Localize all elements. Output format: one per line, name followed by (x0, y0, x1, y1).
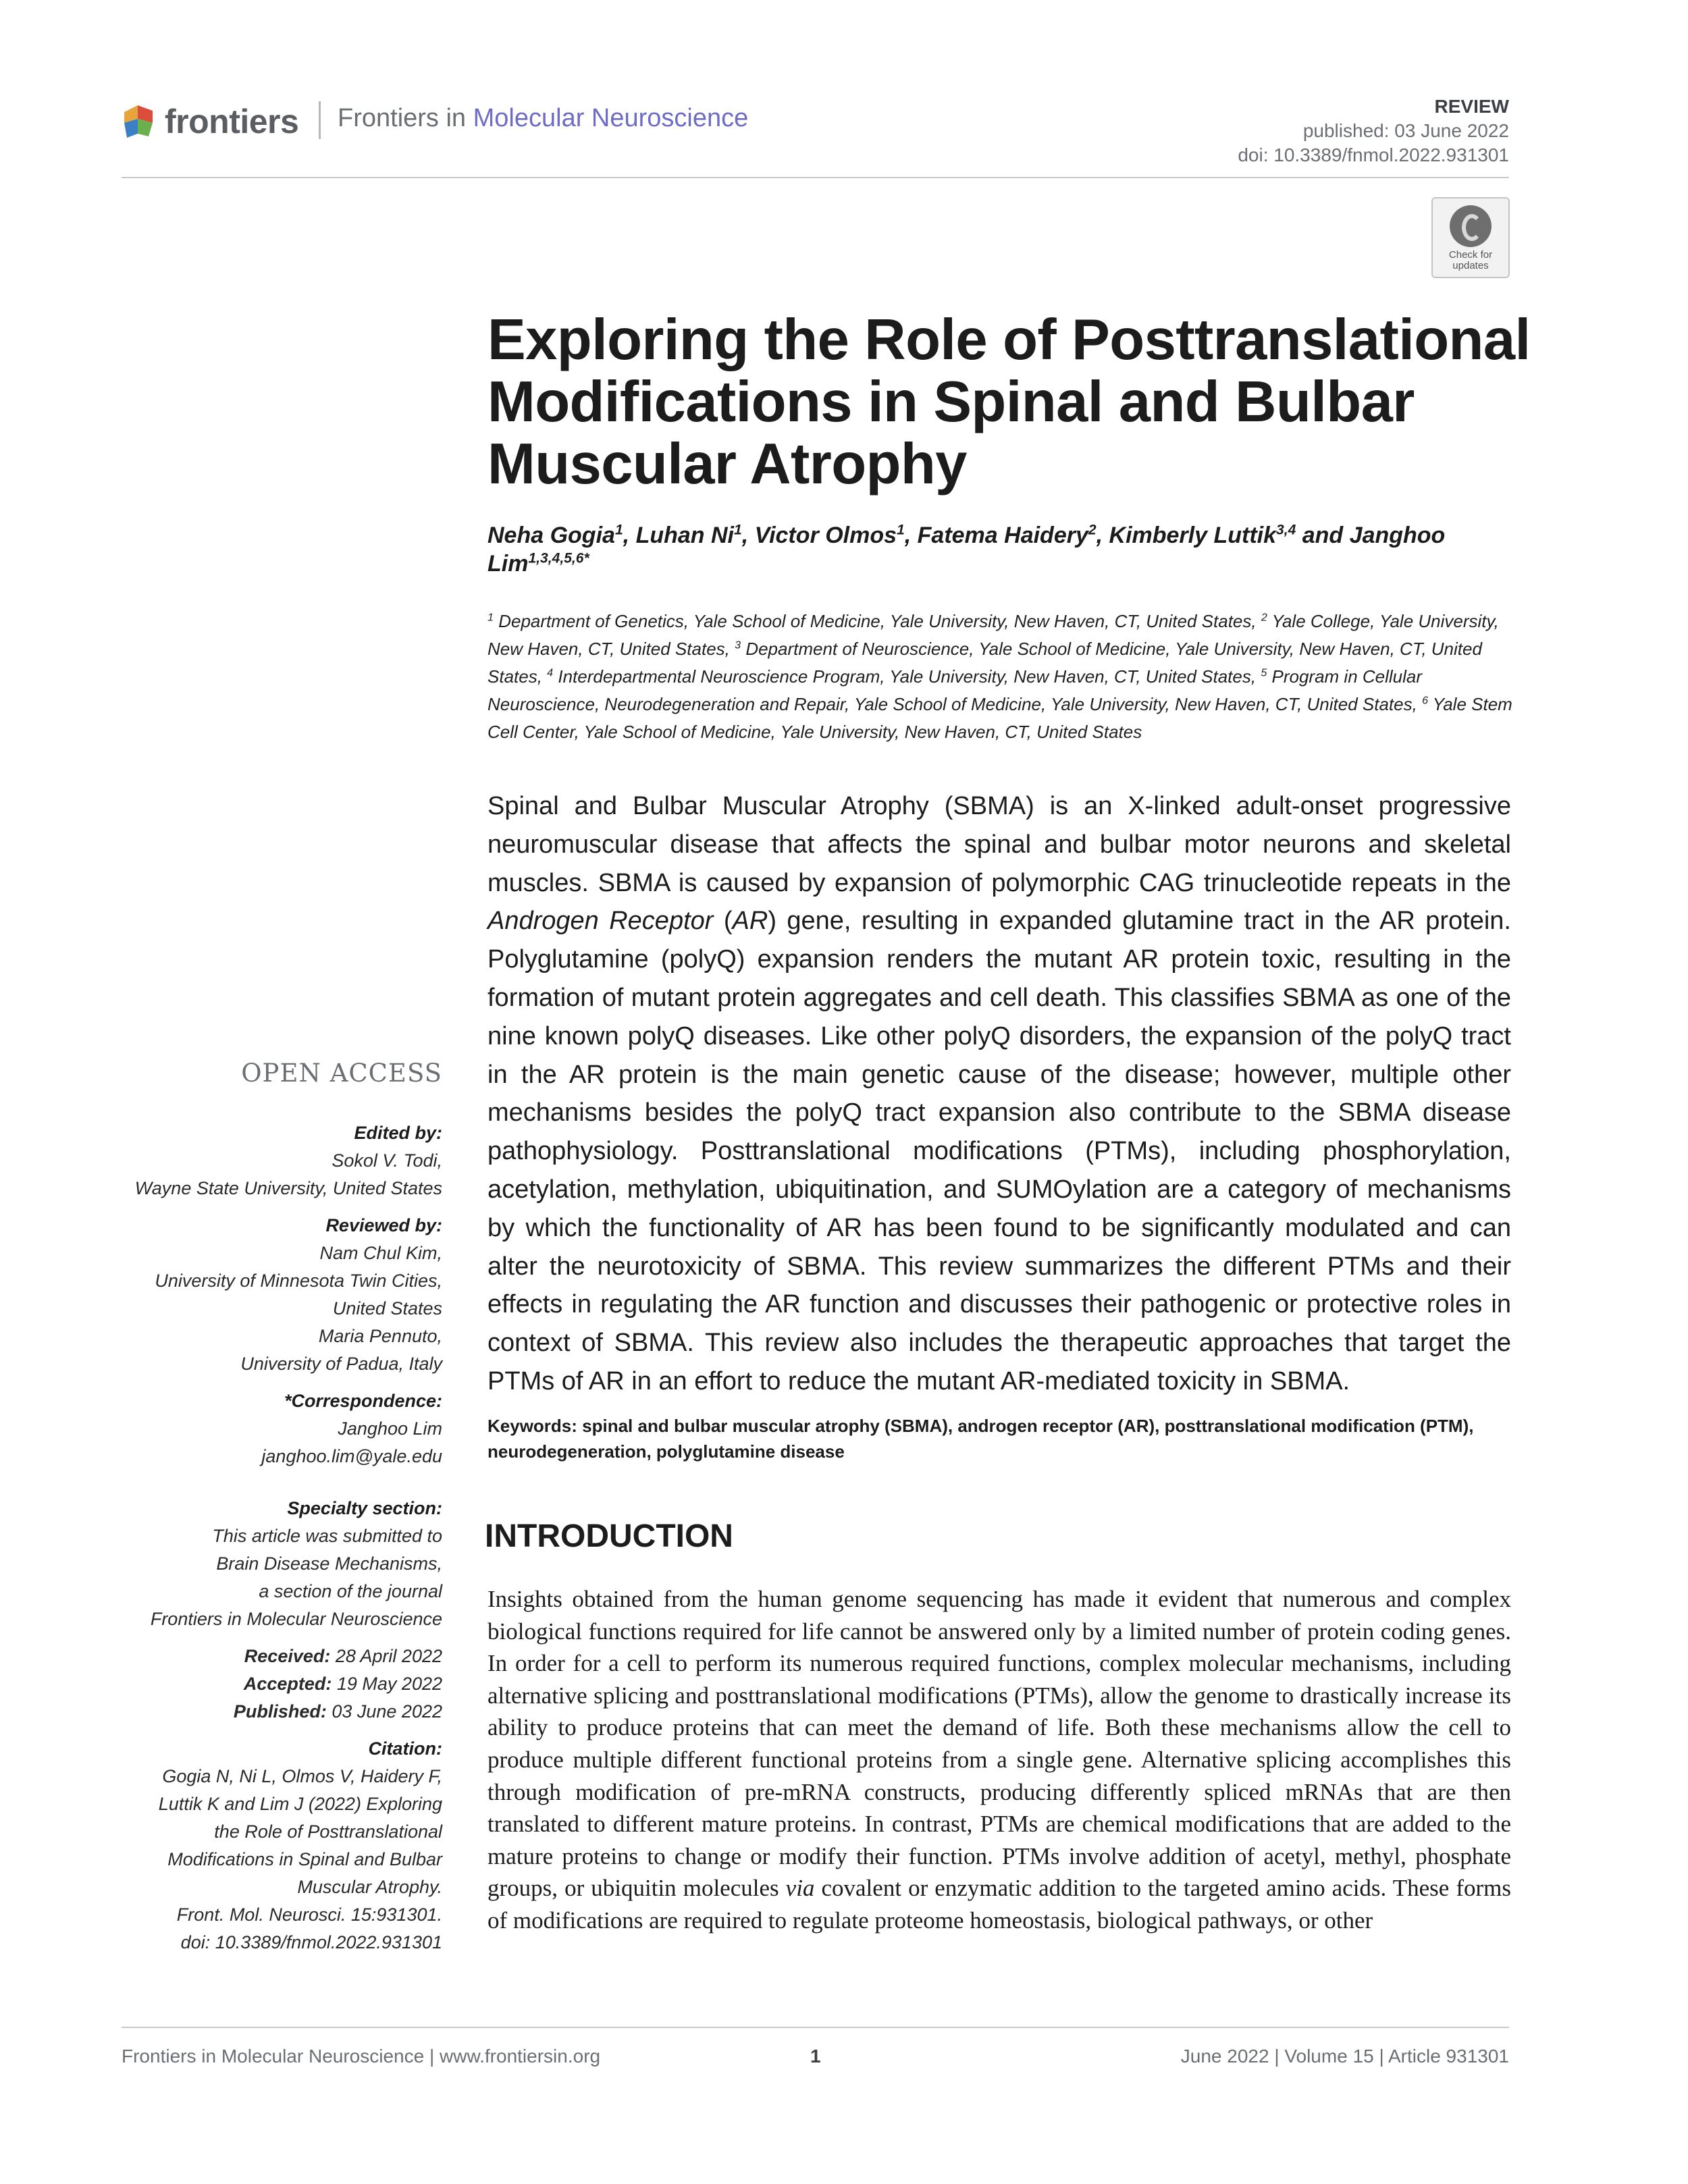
check-for-updates-button[interactable] (1431, 197, 1510, 278)
keywords (487, 1413, 1511, 1464)
author-affiliation-number: 1 (614, 522, 623, 538)
affiliation-text: Interdepartmental Neuroscience Program, Yale University, New Haven, CT, United States, (558, 666, 1261, 687)
editor-line: Wayne State University, United States (134, 1178, 442, 1198)
published-label: Published: (233, 1701, 327, 1722)
header-divider (319, 101, 321, 139)
check-updates-label: Check for updates (1448, 249, 1493, 271)
affiliation-text: Department of Neuroscience, Yale School of Medicine, Yale University, New Haven, CT, United States, (487, 639, 1482, 687)
footer-journal-link[interactable]: Frontiers in Molecular Neuroscience | www.frontiersin.org (122, 2046, 601, 2067)
author-affiliation-number: 2 (1088, 522, 1097, 538)
keywords-text: spinal and bulbar muscular atrophy (SBMA), androgen receptor (AR), posttranslational modification (PTM), neurodegeneration, polyglutamine disease (487, 1416, 1474, 1462)
section-heading: INTRODUCTION (485, 1518, 733, 1554)
footer-rule (122, 2027, 1509, 2028)
author-separator: , (741, 523, 755, 548)
article-title: Exploring the Role of Posttranslational Modifications in Spinal and Bulbar Muscular Atrophy (487, 308, 1531, 496)
citation-line: the Role of Posttranslational (214, 1821, 442, 1842)
frontiers-logo-icon (122, 103, 157, 140)
affiliation-number: 3 (735, 639, 741, 651)
affiliation-number: 2 (1261, 611, 1267, 624)
correspondence-email-link[interactable]: janghoo.lim@yale.edu (261, 1446, 442, 1466)
citation-line: Gogia N, Ni L, Olmos V, Haidery F, (162, 1766, 442, 1786)
article-sidebar (64, 1119, 442, 1966)
author-affiliation-number: 3,4 (1276, 522, 1296, 538)
author-name[interactable]: Neha Gogia (487, 523, 615, 548)
affiliation-number: 1 (487, 611, 494, 624)
reviewed-by (64, 1212, 442, 1378)
affiliation-text: Yale Stem Cell Center, Yale School of Medicine, Yale University, New Haven, CT, United States (487, 694, 1512, 742)
frontiers-logo[interactable] (122, 100, 298, 143)
open-access-label: OPEN ACCESS (241, 1059, 442, 1088)
specialty-line: This article was submitted to (212, 1526, 442, 1546)
reviewed-by-label: Reviewed by: (325, 1215, 442, 1235)
correspondence-name: Janghoo Lim (338, 1418, 442, 1439)
author-name[interactable]: Janghoo Lim (487, 523, 1446, 577)
footer-issue-info: June 2022 | Volume 15 | Article 931301 (1180, 2046, 1509, 2067)
reviewer-line: Nam Chul Kim, (319, 1243, 442, 1263)
published-date: published: 03 June 2022 (1302, 120, 1509, 141)
doi[interactable]: doi: 10.3389/fnmol.2022.931301 (1238, 144, 1509, 165)
author-affiliation-number: 1,3,4,5,6* (528, 550, 589, 566)
received-date: Received: 28 April 2022 (244, 1646, 442, 1666)
affiliation-text: Program in Cellular Neuroscience, Neurodegeneration and Repair, Yale School of Medicine, Yale University, New Haven, CT, United States, (487, 666, 1423, 714)
journal-title: Molecular Neuroscience (473, 104, 749, 132)
author-separator: , (904, 523, 918, 548)
journal-prefix: Frontiers in (338, 104, 473, 132)
citation-line: Muscular Atrophy. (297, 1877, 442, 1897)
journal-name[interactable] (338, 104, 748, 133)
specialty-line: a section of the journal (259, 1581, 442, 1601)
abstract-text: Spinal and Bulbar Muscular Atrophy (SBMA) is an X-linked adult-onset progressive neuromuscular disease that affects the spinal and bulbar motor neurons and skeletal muscles. SBMA is caused by expansion of polymorphic CAG trinucleotide repeats in the (487, 792, 1511, 897)
intro-italic: via (785, 1875, 815, 1902)
abstract (487, 787, 1511, 1401)
published-date-sidebar: Published: 03 June 2022 (233, 1701, 442, 1722)
affiliations (487, 608, 1514, 746)
specialty-section (64, 1495, 442, 1633)
author-separator: , (623, 523, 636, 548)
header-rule (122, 177, 1509, 178)
author-list (487, 521, 1500, 578)
intro-text: Insights obtained from the human genome sequencing has made it evident that numerous and complex biological functions required for life cannot be answered only by a limited number of protein coding genes. In order for a cell to perform its numerous required functions, complex molecular mechanisms, including alternative splicing and posttranslational modifications (PTMs), allow the genome to drastically increase its ability to produce proteins that can meet the demand of life. Both these mechanisms allow the cell to produce multiple different functional proteins from a single gene. Alternative splicing accomplishes this through modification of pre-mRNA constructs, producing differently spliced mRNAs that are then translated to different mature proteins. In contrast, PTMs are chemical modifications that are added to the mature proteins to change or modify their function. PTMs involve addition of acetyl, methyl, phosphate groups, or ubiquitin molecules (487, 1586, 1511, 1902)
received-label: Received: (244, 1646, 331, 1666)
logo-wordmark: frontiers (165, 103, 299, 140)
introduction-body (487, 1583, 1511, 1937)
citation-line: Modifications in Spinal and Bulbar (167, 1849, 442, 1869)
author-affiliation-number: 1 (734, 522, 742, 538)
specialty-line: Brain Disease Mechanisms, (216, 1553, 442, 1574)
abstract-gene-symbol: AR (732, 907, 768, 936)
abstract-text: ) gene, resulting in expanded glutamine tract in the AR protein. Polyglutamine (polyQ) expansion renders the mutant AR protein toxic, resulting in the formation of mutant protein aggregates and cell death. This classifies SBMA as one of the nine known polyQ diseases. Like other polyQ disorders, the expansion of the polyQ tract in the AR protein is the main genetic cause of the disease; however, multiple other mechanisms besides the polyQ tract expansion also contribute to the SBMA disease pathophysiology. Posttranslational modifications (PTMs), including phosphorylation, acetylation, methylation, ubiquitination, and SUMOylation are a category of mechanisms by which the functionality of AR has been found to be significantly modulated and can alter the neurotoxicity of SBMA. This review summarizes the different PTMs and their effects in regulating the AR function and discusses their pathogenic or protective roles in context of SBMA. This review also includes the therapeutic approaches that target the PTMs of AR in an effort to reduce the mutant AR-mediated toxicity in SBMA. (487, 907, 1511, 1395)
dates (64, 1643, 442, 1726)
author-name[interactable]: Luhan Ni (635, 523, 735, 548)
article-meta (1238, 95, 1509, 167)
author-separator: , (1096, 523, 1109, 548)
edited-by (64, 1119, 442, 1202)
reviewer-line: University of Minnesota Twin Cities, (155, 1271, 442, 1291)
affiliation-text: Department of Genetics, Yale School of Medicine, Yale University, New Haven, CT, United States, (498, 611, 1261, 631)
author-affiliation-number: 1 (897, 522, 905, 538)
intro-text: covalent or enzymatic addition to the targeted amino acids. These forms of modifications are required to regulate proteome homeostasis, biological pathways, or other (487, 1875, 1511, 1934)
keywords-label: Keywords: (487, 1416, 577, 1436)
reviewer-line: University of Padua, Italy (240, 1354, 442, 1374)
editor-line: Sokol V. Todi, (332, 1150, 442, 1171)
article-type: REVIEW (1434, 96, 1509, 117)
reviewer-line: Maria Pennuto, (318, 1326, 442, 1346)
check-updates-icon (1450, 205, 1492, 247)
affiliation-text: Yale College, Yale University, New Haven, CT, United States, (487, 611, 1499, 659)
citation-doi-link[interactable]: doi: 10.3389/fnmol.2022.931301 (180, 1932, 442, 1952)
citation-label: Citation: (368, 1738, 442, 1759)
author-name[interactable]: Kimberly Luttik (1109, 523, 1276, 548)
correspondence (64, 1387, 442, 1470)
correspondence-label: *Correspondence: (284, 1391, 442, 1411)
affiliation-number: 6 (1422, 694, 1429, 707)
citation-line: Luttik K and Lim J (2022) Exploring (158, 1794, 442, 1814)
abstract-gene-name: Androgen Receptor (487, 907, 714, 936)
author-name[interactable]: Fatema Haidery (917, 523, 1088, 548)
accepted-date: Accepted: 19 May 2022 (243, 1674, 442, 1694)
edited-by-label: Edited by: (354, 1123, 442, 1143)
citation (64, 1735, 442, 1956)
specialty-label: Specialty section: (287, 1498, 442, 1518)
affiliation-number: 4 (547, 666, 554, 679)
reviewer-line: United States (332, 1298, 442, 1319)
page-number: 1 (810, 2046, 821, 2067)
abstract-text: ( (713, 907, 733, 936)
author-separator: and (1296, 523, 1350, 548)
accepted-label: Accepted: (243, 1674, 332, 1694)
affiliation-number: 5 (1261, 666, 1267, 679)
citation-line: Front. Mol. Neurosci. 15:931301. (176, 1905, 442, 1925)
specialty-line: Frontiers in Molecular Neuroscience (150, 1609, 442, 1629)
author-name[interactable]: Victor Olmos (754, 523, 897, 548)
